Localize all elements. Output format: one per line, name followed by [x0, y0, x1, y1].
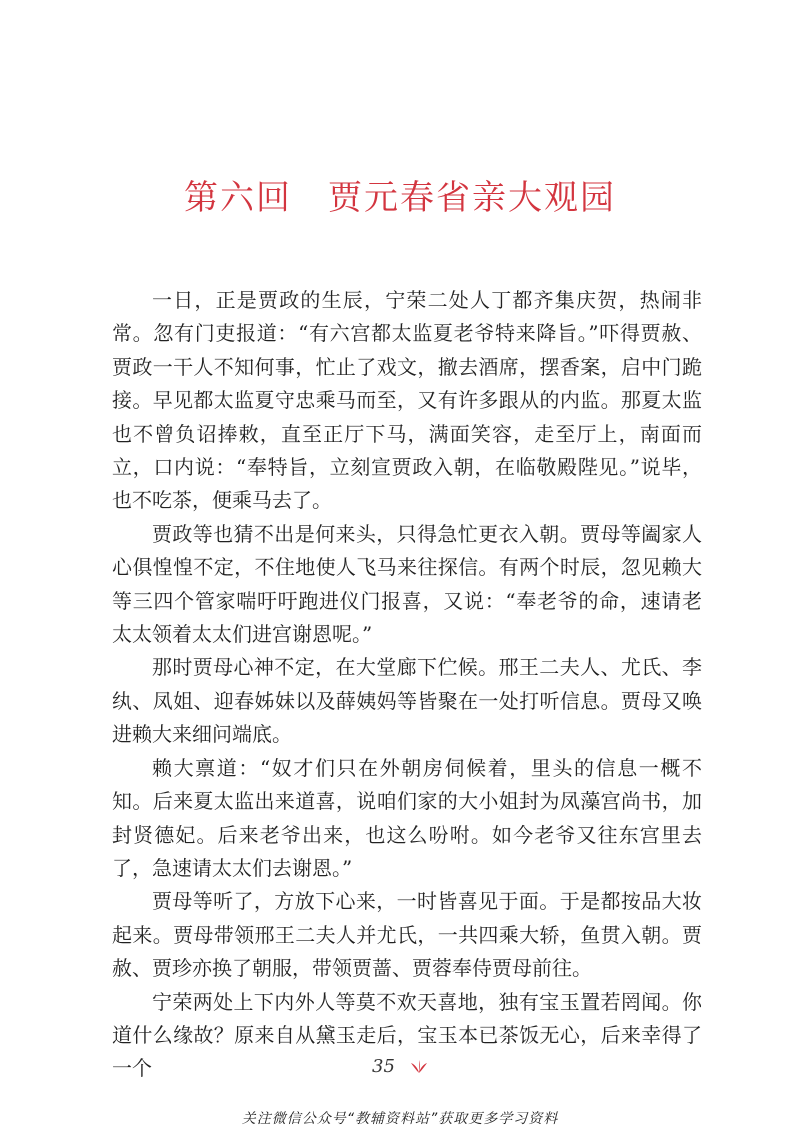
paragraph: 赖大禀道：“奴才们只在外朝房伺候着，里头的信息一概不知。后来夏太监出来道喜，说咱们家的大小姐封为凤藻宫尚书，加封贤德妃。后来老爷出来，也这么吩咐。如今老爷又往东宫里去了，急速请太太们去谢恩。” — [112, 755, 702, 880]
paragraph: 贾政等也猜不出是何来头，只得急忙更衣入朝。贾母等阖家人心俱惶惶不定，不住地使人飞马来往探信。有两个时辰，忽见赖大等三四个管家喘吁吁跑进仪门报喜，又说：“奉老爷的命，速请老太太领着太太们进宫谢恩呢。” — [112, 521, 702, 647]
chapter-title: 第六回 贾元春省亲大观园 — [184, 178, 616, 218]
paragraph: 宁荣两处上下内外人等莫不欢天喜地，独有宝玉置若罔闻。你道什么缘故？原来自从黛玉走后，宝玉本已茶饭无心，后来幸得了一个 — [112, 989, 702, 1081]
page-number-area — [0, 1056, 800, 1084]
paragraph: 一日，正是贾政的生辰，宁荣二处人丁都齐集庆贺，热闹非常。忽有门吏报道：“有六宫都太监夏老爷特来降旨。”吓得贾赦、贾政一干人不知何事，忙止了戏文，撤去酒席，摆香案，启中门跪接。早见都太监夏守忠乘马而至，又有许多跟从的内监。那夏太监也不曾负诏捧敕，直至正厅下马，满面笑容，走至厅上，南面而立，口内说：“奉特旨，立刻宣贾政入朝，在临敬殿陛见。”说毕，也不吃茶，便乘马去了。 — [112, 288, 702, 513]
page-number: 35 — [372, 1056, 395, 1077]
footer-watermark: 关注微信公众号“教辅资料站”获取更多学习资料 — [241, 1111, 559, 1127]
leaf-ornament-icon — [410, 1060, 428, 1074]
paragraph: 贾母等听了，方放下心来，一时皆喜见于面。于是都按品大妆起来。贾母带领邢王二夫人并尤氏，一共四乘大轿，鱼贯入朝。贾赦、贾珍亦换了朝服，带领贾蔷、贾蓉奉侍贾母前往。 — [112, 889, 702, 981]
body-text — [112, 284, 702, 1086]
paragraph: 那时贾母心神不定，在大堂廊下伫候。邢王二夫人、尤氏、李纨、凤姐、迎春姊妹以及薛姨妈等皆聚在一处打听信息。贾母又唤进赖大来细问端底。 — [112, 655, 702, 747]
